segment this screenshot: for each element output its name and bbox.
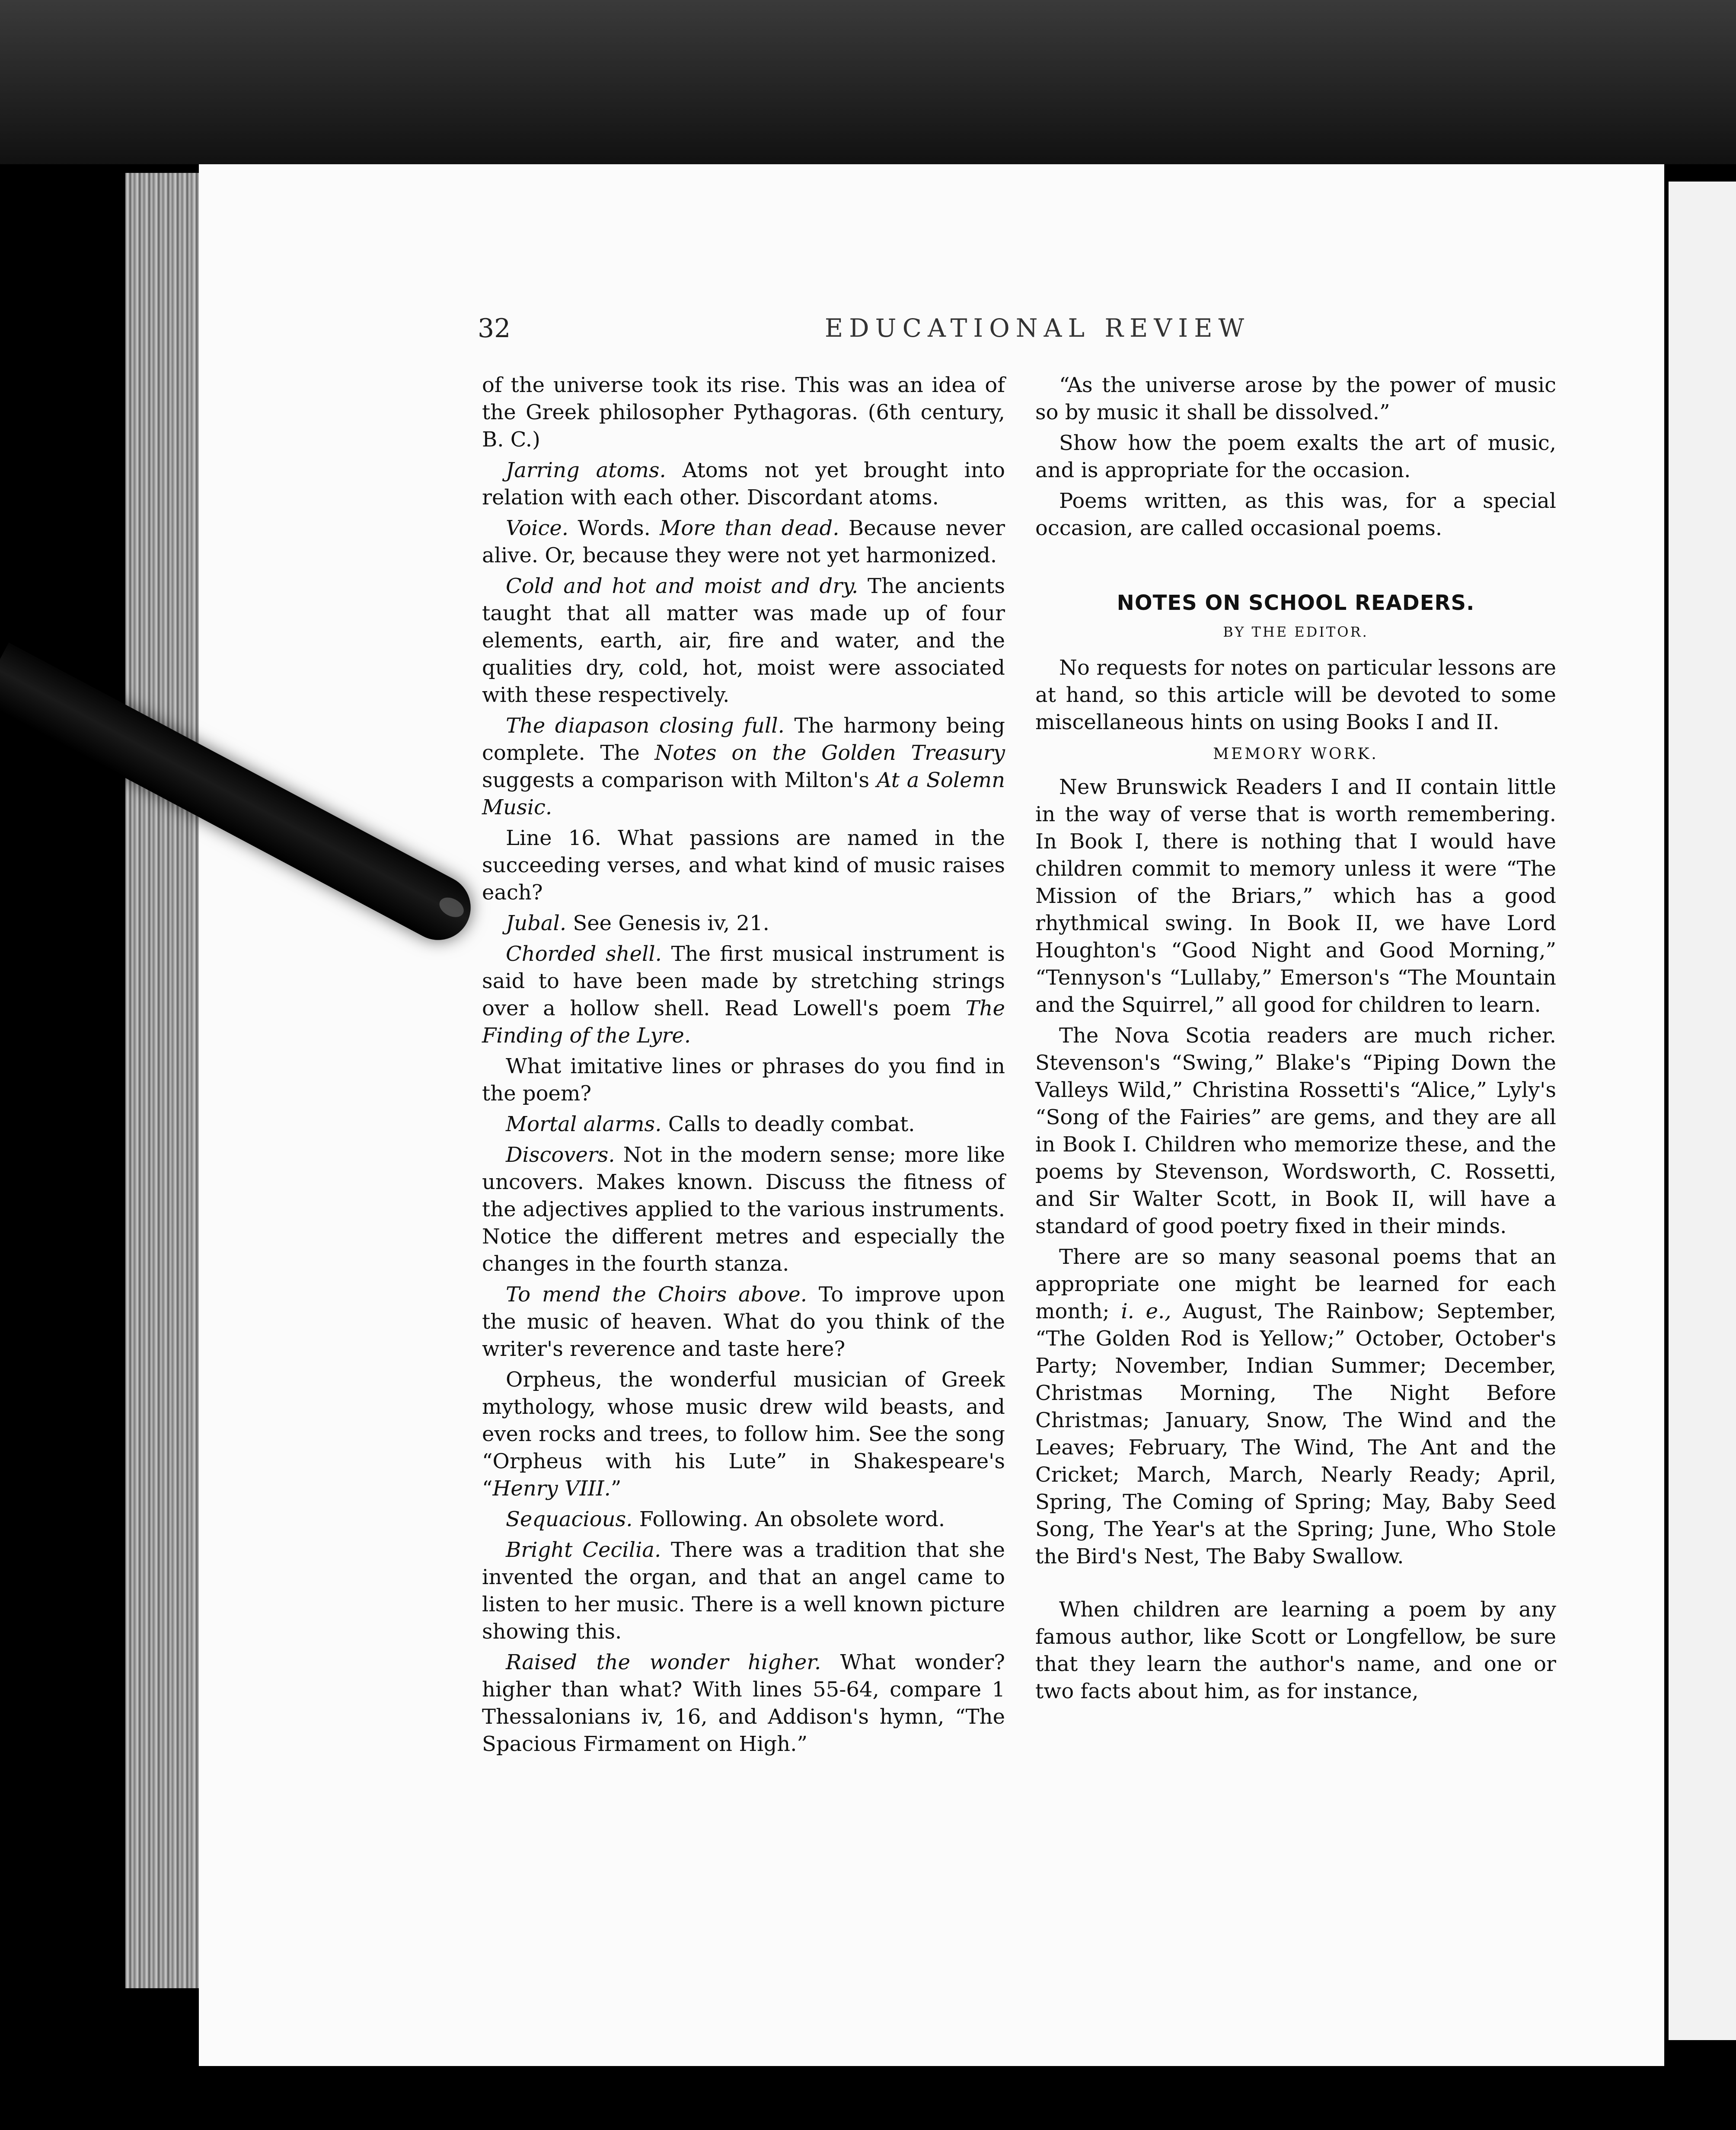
italic-term: i. e., [1121,1299,1171,1323]
paragraph-text: There was a tradition that she invented the organ, and that an angel came to listen to her music. There is a well known picture showing this. [482,1538,1005,1644]
paragraph-text: Orpheus, the wonderful musician of Greek mythology, whose music drew wild beasts, and even rocks and trees, to follow him. See the song “Orpheus with his Lute” in Shakespeare's “ [482,1368,1005,1501]
italic-term: Discovers. [506,1143,615,1167]
paragraph-text: To improve upon the music of heaven. What do you think of the writer's reverence and taste here? [482,1282,1005,1361]
paragraph-text: Following. An obsolete word. [632,1507,945,1531]
paragraph [482,573,1005,709]
italic-term: Raised the wonder higher. [506,1650,821,1674]
italic-term: Notes on the Golden Treasury [654,741,1005,765]
paragraph-text: Atoms not yet brought into relation with each other. Discordant atoms. [482,458,1005,510]
paragraph [482,941,1005,1049]
scan-background-top [0,0,1736,164]
italic-term: The Finding of the Lyre. [482,996,1005,1048]
italic-term: Bright Cecilia. [506,1538,661,1562]
italic-term: Cold and hot and moist and dry. [506,574,858,598]
paragraph [482,1366,1005,1502]
italic-term: Henry VIII. [492,1476,611,1501]
italic-term: Sequacious. [506,1507,633,1531]
pencil-tip [436,893,467,921]
paragraph [482,1537,1005,1645]
paragraph-text: Line 16. What passions are named in the succeeding verses, and what kind of music raises each? [482,826,1005,905]
paragraph [482,825,1005,906]
paragraph [482,1506,1005,1533]
intro-paragraphs [1035,372,1556,542]
paragraph [1035,430,1556,484]
paragraph [1035,1244,1556,1570]
paragraph [482,910,1005,937]
italic-term: More than dead. [660,516,839,540]
paragraph-text: ” [610,1476,622,1501]
paragraph [1035,372,1556,426]
paragraph-text: suggests a comparison with Milton's [482,768,877,792]
paragraph-text: What wonder? higher than what? With lines 55-64, compare 1 Thessalonians iv, 16, and Addison's hymn, “The Spacious Firmament on High.” [482,1650,1005,1756]
paragraph [482,1649,1005,1758]
book-page-edges [125,173,207,1988]
italic-term: Chorded shell. [506,942,662,966]
italic-term: The diapason closing full. [506,714,785,738]
paragraph [482,1111,1005,1138]
paragraph [482,515,1005,569]
article-byline: BY THE EDITOR. [1223,624,1369,640]
paragraph-text: Calls to deadly combat. [661,1112,915,1136]
facing-page-edge [1669,182,1736,2040]
paragraph-text: The ancients taught that all matter was made up of four elements, earth, air, fire and water, and the qualities dry, cold, hot, moist were associated with these respectively. [482,574,1005,707]
paragraph [482,372,1005,453]
paragraph [482,457,1005,511]
paragraph-text: What imitative lines or phrases do you find in the poem? [482,1054,1005,1106]
paragraph [482,1142,1005,1278]
paragraph-text: No requests for notes on particular lessons are at hand, so this article will be devoted to some miscellaneous hints on using Books I and II. [1035,656,1556,734]
lead-paragraphs [1035,654,1556,736]
paragraph-text: Not in the modern sense; more like uncovers. Makes known. Discuss the fitness of the adjectives applied to the various instruments. Notice the different metres and especially the changes in the fourth stanza. [482,1143,1005,1276]
italic-term: Jarring atoms. [506,458,666,482]
paragraph-text: “As the universe arose by the power of music so by music it shall be dissolved.” [1035,373,1556,424]
paragraph [1035,1022,1556,1240]
paragraph-text: Words. [568,516,660,540]
paragraph-text: There are so many seasonal poems that an appropriate one might be learned for each month; [1035,1245,1556,1323]
right-column [1035,372,1556,1709]
paragraph [482,1281,1005,1363]
paragraph-text: August, The Rainbow; September, “The Golden Rod is Yellow;” October, October's Party; November, Indian Summer; December, Christmas Morning, The Night Before Christmas; January, Snow, The Wind and the Leaves; February, The Wind, The Ant and the Cricket; March, March, Nearly Ready; April, Spring, The Coming of Spring; May, Baby Seed Song, The Year's at the Spring; June, Who Stole the Bird's Nest, The Baby Swallow. [1035,1299,1556,1569]
paragraph [1035,1596,1556,1705]
paragraph [1035,774,1556,1019]
paragraph [482,712,1005,821]
italic-term: Mortal alarms. [506,1112,662,1136]
italic-term: To mend the Choirs above. [506,1282,807,1307]
italic-term: Voice. [506,516,569,540]
paragraph-text: Poems written, as this was, for a special occasion, are called occasional poems. [1035,489,1556,540]
left-column [482,372,1005,1761]
paragraph-text: of the universe took its rise. This was an idea of the Greek philosopher Pythagoras. (6th century, B. C.) [482,373,1005,452]
paragraph-text: Show how the poem exalts the art of music, and is appropriate for the occasion. [1035,431,1556,482]
italic-term: Jubal. [506,911,567,935]
italic-term: At a Solemn Music. [482,768,1005,819]
running-head: EDUCATIONAL REVIEW [824,313,1251,343]
paragraph-text: New Brunswick Readers I and II contain little in the way of verse that is worth remembering. In Book I, there is nothing that I would have children commit to memory unless it were “The Mission of the Briars,” which has a good rhythmical swing. In Book II, we have Lord Houghton's “Good Night and Good Morning,” “Tennyson's “Lullaby,” Emerson's “The Mountain and the Squirrel,” all good for children to learn. [1035,775,1556,1017]
closing-paragraphs [1035,1596,1556,1705]
paragraph [482,1053,1005,1107]
body-paragraphs [1035,774,1556,1570]
paragraph-text: See Genesis iv, 21. [566,911,769,935]
paragraph [1035,488,1556,542]
page-number: 32 [478,313,511,344]
paragraph [1035,654,1556,736]
paragraph-text: The Nova Scotia readers are much richer. Stevenson's “Swing,” Blake's “Piping Down the Valleys Wild,” Christina Rossetti's “Alice,” Lyly's “Song of the Fairies” are gems, and they are all in Book I. Children who memorize these, and the poems by Stevenson, Wordsworth, C. Rossetti, and Sir Walter Scott, in Book II, will have a standard of good poetry fixed in their minds. [1035,1024,1556,1238]
paragraph-text: The first musical instrument is said to have been made by stretching strings over a hollow shell. Read Lowell's poem [482,942,1005,1020]
paragraph-text: When children are learning a poem by any famous author, like Scott or Longfellow, be sure that they learn the author's name, and one or two facts about him, as for instance, [1035,1598,1556,1703]
section-subhead: MEMORY WORK. [1213,745,1379,763]
paragraph-text: The harmony being complete. The [482,714,1005,765]
article-title: NOTES ON SCHOOL READERS. [1117,591,1475,615]
paragraph-text: Because never alive. Or, because they were not yet harmonized. [482,516,1005,568]
